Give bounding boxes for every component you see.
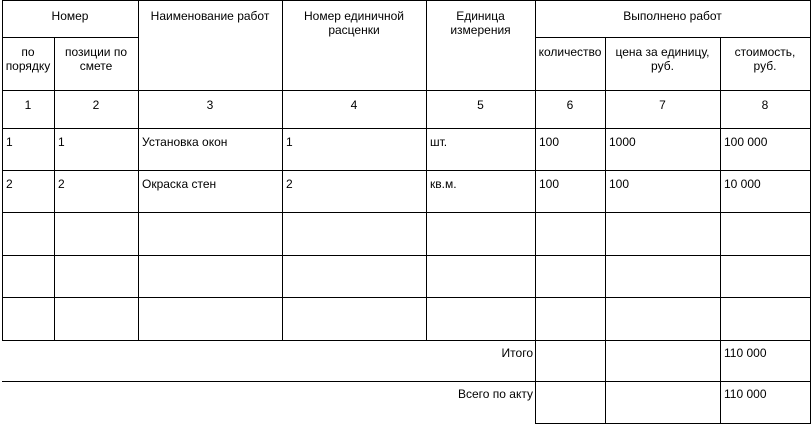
column-number: 1 [24,98,32,112]
row2-cena: 100 [609,177,630,191]
table-border-top [2,0,811,1]
header-edinica-line1: Единица [456,9,505,23]
row1-naimenovanie: Установка окон [142,135,228,149]
table-line-col1 [54,37,55,340]
header-naimenovanie: Наименование работ [150,9,270,23]
row1-num: 1 [6,135,13,149]
row1-pozicia: 1 [58,135,65,149]
header-vypolneno: Выполнено работ [623,9,722,23]
header-pozicii-line1: позиции по [64,45,128,59]
header-stoimost-line2: руб. [753,59,777,73]
header-edinica-line2: измерения [450,23,511,37]
vsego-value: 110 000 [724,387,767,401]
table-line-header-bottom [2,90,811,91]
header-rascenka-line2: расценки [328,23,380,37]
table-line-row3-bottom [2,255,811,256]
row1-kolichestvo: 100 [539,135,560,149]
row2-kolichestvo: 100 [539,177,560,191]
table-line-row2-bottom [2,212,811,213]
header-kolichestvo: количество [538,45,602,59]
table-line-row5-bottom [2,340,811,341]
row2-stoimost: 10 000 [724,177,761,191]
header-stoimost-line1: стоимость, [734,45,796,59]
table-border-right [810,0,811,424]
vsego-label: Всего по акту [458,387,533,401]
column-number: 4 [350,98,358,112]
table-line-numbers-bottom [2,128,811,129]
row2-rascenka: 2 [286,177,293,191]
header-cena-line1: цена за единицу, [615,45,710,59]
header-po-poryadku-line2: порядку [5,59,51,73]
row2-pozicia: 2 [58,177,65,191]
table-line-vsego-bottom [535,423,811,424]
table-line-itogo-bottom [2,381,811,382]
table-line-col4 [426,0,427,340]
table-line-col3 [282,0,283,340]
table-line-row1-bottom [2,170,811,171]
table-line-vypolneno-split [535,37,811,38]
row1-rascenka: 1 [286,135,293,149]
column-number: 8 [761,98,769,112]
itogo-label: Итого [501,346,533,360]
header-cena-line2: руб. [651,59,674,73]
table-line-nomer-split [2,37,138,38]
column-number: 2 [92,98,100,112]
itogo-value: 110 000 [724,346,767,360]
row2-edinica: кв.м. [430,177,457,191]
row2-num: 2 [6,177,13,191]
table-line-col7 [720,37,721,424]
header-nomer: Номер [51,9,89,23]
header-po-poryadku-line1: по [21,45,35,59]
row2-naimenovanie: Окраска стен [142,177,217,191]
row1-edinica: шт. [430,135,448,149]
row1-stoimost: 100 000 [724,135,768,149]
table-line-col2 [138,0,139,340]
table-line-row4-bottom [2,297,811,298]
column-number: 5 [477,98,484,112]
row1-cena: 1000 [609,135,636,149]
column-number: 6 [566,98,574,112]
header-rascenka-line1: Номер единичной [304,9,404,23]
table-line-col5 [535,0,536,424]
table-line-col6 [605,37,606,424]
header-pozicii-line2: смете [79,59,113,73]
column-number: 7 [659,98,666,112]
column-number: 3 [206,98,214,112]
